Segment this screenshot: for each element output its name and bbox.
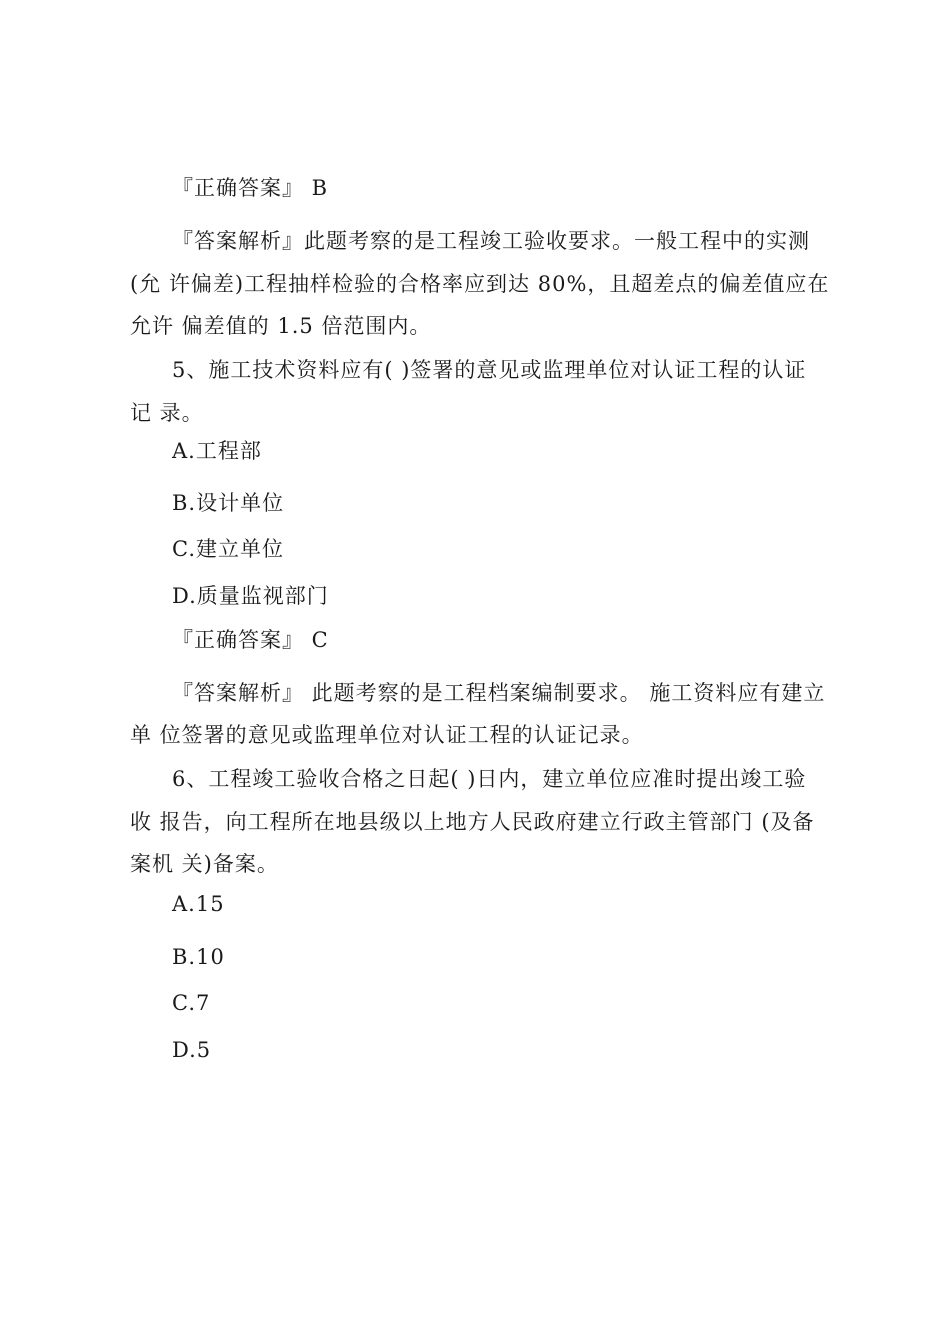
q6-option-a: A.15 bbox=[172, 892, 225, 916]
q5-option-a: A.工程部 bbox=[172, 439, 262, 463]
q6-question-line-1: 6、工程竣工验收合格之日起( )日内，建立单位应准时提出竣工验 bbox=[172, 767, 807, 791]
q5-analysis-line-2: 单 位签署的意见或监理单位对认证工程的认证记录。 bbox=[130, 723, 644, 747]
q4-analysis-line-2: (允 许偏差)工程抽样检验的合格率应到达 80%，且超差点的偏差值应在 bbox=[130, 272, 830, 296]
q6-option-b: B.10 bbox=[172, 945, 225, 969]
q6-question-line-2: 收 报告，向工程所在地县级以上地方人民政府建立行政主管部门 (及备 bbox=[130, 810, 815, 834]
q5-option-d: D.质量监视部门 bbox=[172, 584, 329, 608]
q5-correct-answer: 『正确答案』 C bbox=[172, 628, 329, 652]
q5-analysis-line-1: 『答案解析』 此题考察的是工程档案编制要求。 施工资料应有建立 bbox=[172, 681, 826, 705]
q6-question-line-3: 案机 关)备案。 bbox=[130, 852, 279, 876]
q5-option-b: B.设计单位 bbox=[172, 491, 285, 515]
q4-analysis-line-1: 『答案解析』此题考察的是工程竣工验收要求。一般工程中的实测 bbox=[172, 229, 810, 253]
q5-question-line-2: 记 录。 bbox=[130, 401, 204, 425]
q6-option-d: D.5 bbox=[172, 1038, 212, 1062]
q5-option-c: C.建立单位 bbox=[172, 537, 284, 561]
q4-correct-answer: 『正确答案』 B bbox=[172, 176, 329, 200]
q6-option-c: C.7 bbox=[172, 991, 211, 1015]
q4-analysis-line-3: 允许 偏差值的 1.5 倍范围内。 bbox=[130, 314, 432, 338]
q5-question-line-1: 5、施工技术资料应有( )签署的意见或监理单位对认证工程的认证 bbox=[172, 358, 807, 382]
